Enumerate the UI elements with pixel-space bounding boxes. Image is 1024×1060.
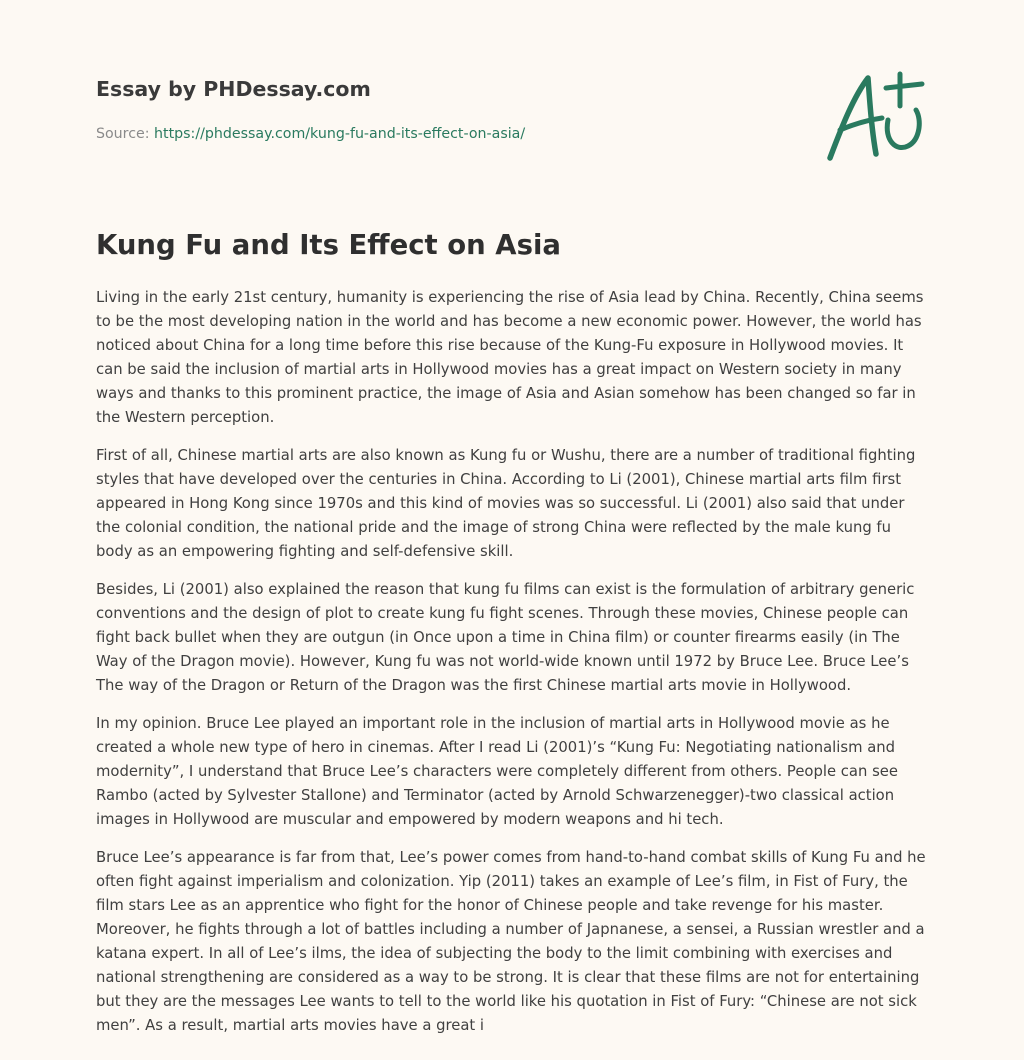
essay-paragraph: In my opinion. Bruce Lee played an important role in the inclusion of martial arts in Hollywood movie as he created a whole new type of hero in cinemas. After I read Li (2001)’s “Kung Fu: Negotiating nationalism and modernity”, I understand that Bruce Lee’s characters were completely different from others. People can see Rambo (acted by Sylvester Stallone) and Terminator (acted by Arnold Schwarzenegger)-two classical action images in Hollywood are muscular and empowered by modern weapons and hi tech. bbox=[96, 715, 898, 828]
essay-header bbox=[96, 74, 796, 144]
essay-title: Kung Fu and Its Effect on Asia bbox=[96, 229, 561, 261]
essay-paragraph: First of all, Chinese martial arts are also known as Kung fu or Wushu, there are a number of traditional fighting styles that have developed over the centuries in China. According to Li (2001), Chinese martial arts film first appeared in Hong Kong since 1970s and this kind of movies was so successful. Li (2001) also said that under the colonial condition, the national pride and the image of strong China were reflected by the male kung fu body as an empowering fighting and self-defensive skill. bbox=[96, 447, 916, 560]
essay-body bbox=[96, 286, 932, 1052]
source-label: Source: bbox=[96, 126, 155, 142]
a-plus-grade-icon bbox=[822, 66, 932, 166]
brand-title: Essay by PHDessay.com bbox=[96, 77, 371, 101]
source-line bbox=[96, 124, 796, 144]
essay-paragraph: Living in the early 21st century, humanity is experiencing the rise of Asia lead by China. Recently, China seems to be the most developing nation in the world and has become a new economic power. However, the world has noticed about China for a long time before this rise because of the Kung-Fu exposure in Hollywood movies. It can be said the inclusion of martial arts in Hollywood movies has a great impact on Western society in many ways and thanks to this prominent practice, the image of Asia and Asian somehow has been changed so far in the Western perception. bbox=[96, 289, 924, 426]
source-link[interactable]: https://phdessay.com/kung-fu-and-its-effect-on-asia/ bbox=[154, 126, 526, 142]
essay-paragraph: Bruce Lee’s appearance is far from that, Lee’s power comes from hand-to-hand combat skills of Kung Fu and he often fight against imperialism and colonization. Yip (2011) takes an example of Lee’s film, in Fist of Fury, the film stars Lee as an apprentice who fight for the honor of Chinese people and take revenge for his master. Moreover, he fights through a lot of battles including a number of Japnanese, a sensei, a Russian wrestler and a katana expert. In all of Lee’s ilms, the idea of subjecting the body to the limit combining with exercises and national strengthening are considered as a way to be strong. It is clear that these films are not for entertaining but they are the messages Lee wants to tell to the world like his quotation in Fist of Fury: “Chinese are not sick men”. As a result, martial arts movies have a great i bbox=[96, 849, 926, 1034]
essay-paragraph: Besides, Li (2001) also explained the reason that kung fu films can exist is the formulation of arbitrary generic conventions and the design of plot to create kung fu fight scenes. Through these movies, Chinese people can fight back bullet when they are outgun (in Once upon a time in China film) or counter firearms easily (in The Way of the Dragon movie). However, Kung fu was not world-wide known until 1972 by Bruce Lee. Bruce Lee’s The way of the Dragon or Return of the Dragon was the first Chinese martial arts movie in Hollywood. bbox=[96, 581, 915, 694]
